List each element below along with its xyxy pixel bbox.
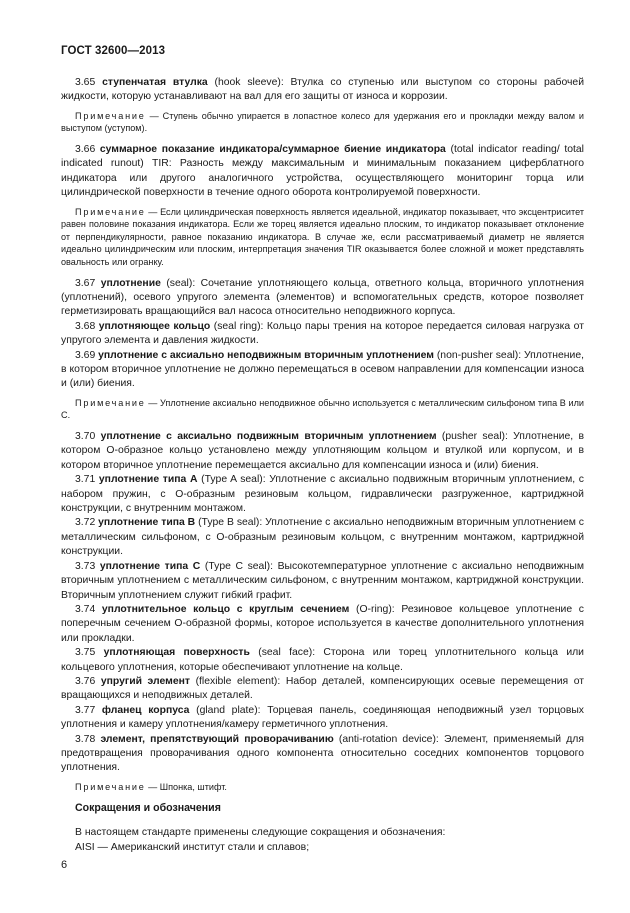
definition-3-76: 3.76 упругий элемент (flexible element): Набор деталей, компенсирующих осевые перемещения от вращающихся и неподвижных деталей. [61, 675, 585, 702]
note-3-65: Примечание — Ступень обычно упирается в лопастное колесо для удержания его и прокладки между валом и выступом (уступом). [61, 110, 584, 134]
page-number: 6 [61, 859, 68, 871]
definition-3-66: 3.66 суммарное показание индикатора/суммарное биение индикатора (total indicator reading/ total indicated runout) TIR: Разность между максимальным и минимальным показанием циферблатного индикатора или другого аналогичного устройства, осуществляющего мониторинг торца или цилиндрической поверхности в течение одного оборота контролируемой поверхности. [61, 144, 584, 199]
definition-3-71: 3.71 уплотнение типа А (Type A seal): Уплотнение с аксиально подвижным вторичным уплотнением, с набором пружин, с О-образным резиновым кольцом, гидравлически разгруженное, картриджной конструкции, с внутренним монтажом. [61, 474, 584, 515]
definition-3-74: 3.74 уплотнительное кольцо с круглым сечением (O-ring): Резиновое кольцевое уплотнение с поперечным сечением О-образной формы, которое используется в качестве дополнительного уплотнения или прокладки. [61, 603, 584, 644]
definition-3-72: 3.72 уплотнение типа В (Type B seal): Уплотнение с аксиально неподвижным вторичным уплотнением с металлическим сильфоном, с О-образным резиновым кольцом, с внутренним монтажом, картриджной конструкции. [61, 517, 584, 558]
definition-3-77: 3.77 фланец корпуса (gland plate): Торцевая панель, соединяющая неподвижный узел торцовых уплотнения и камеру уплотнения/камеру герметичного уплотнения. [61, 704, 585, 731]
definition-3-67: 3.67 уплотнение (seal): Сочетание уплотняющего кольца, ответного кольца, вторичного уплотнения (уплотнений), осевого упругого элемента (элементов) и вспомогательных средств, которое позволяет герметизировать вращающийся вал насоса относительно неподвижного корпуса. [61, 277, 584, 318]
definition-3-69: 3.69 уплотнение с аксиально неподвижным вторичным уплотнением (non-pusher seal): Уплотнение, в котором вторичное уплотнение не должно перемещаться в осевом направлении для компенсации износа и (или) биения. [61, 349, 585, 390]
section-heading-abbreviations: Сокращения и обозначения [75, 802, 221, 815]
abbreviations-intro: В настоящем стандарте применены следующие сокращения и обозначения: [75, 827, 446, 839]
note-3-78: Примечание — Шпонка, штифт. [75, 781, 227, 792]
document-body [61, 76, 584, 855]
definition-3-68: 3.68 уплотняющее кольцо (seal ring): Кольцо пары трения на которое передается силовая нагрузка от упругого элемента и давления жидкости. [61, 320, 584, 347]
definition-3-65: 3.65 ступенчатая втулка (hook sleeve): Втулка со ступенью или выступом со стороны рабочей жидкости, которую устанавливают на вал для его защиты от износа и коррозии. [61, 77, 585, 103]
abbreviation-aisi: AISI — Американский институт стали и сплавов; [75, 841, 310, 853]
note-3-69: Примечание — Уплотнение аксиально неподвижное обычно используется с металлическим сильфоном типа В или С. [61, 397, 584, 421]
document-code: ГОСТ 32600—2013 [61, 45, 166, 57]
definition-3-73: 3.73 уплотнение типа С (Type C seal): Высокотемпературное уплотнение с аксиально неподвижным вторичным уплотнением с металлическим сильфоном, с внутренним монтажом, картриджной конструкции. Вторичным уплотнением служит гибкий графит. [61, 560, 584, 601]
definition-3-70: 3.70 уплотнение с аксиально подвижным вторичным уплотнением (pusher seal): Уплотнение, в котором О-образное кольцо установлено между уплотняющим кольцом и втулкой или корпусом, и в котором вторичное уплотнение перемещается аксиально для компенсации износа и (или) биения. [61, 431, 584, 471]
note-3-66: Примечание — Если цилиндрическая поверхность является идеальной, индикатор показывает, что эксцентриситет равен половине показания индикатора. Если же торец является идеально плоским, то индикатор показывает отклонение от перпендикулярности, равное показанию индикатора. В случае же, если рассматриваемый диаметр не является идеально цилиндрическим или плоским, интерпретация значения TIR оказывается более сложной и может представлять овальность или огранку. [61, 206, 584, 267]
definition-3-78: 3.78 элемент, препятствующий проворачиванию (anti-rotation device): Элемент, применяемый для предотвращения проворачивания одного компонента относительно соседних компонентов торцового уплотнения. [61, 733, 584, 774]
definition-3-75: 3.75 уплотняющая поверхность (seal face): Сторона или торец уплотнительного кольца или кольцевого уплотнения, которые обеспечивают уплотнение на кольце. [61, 647, 584, 673]
